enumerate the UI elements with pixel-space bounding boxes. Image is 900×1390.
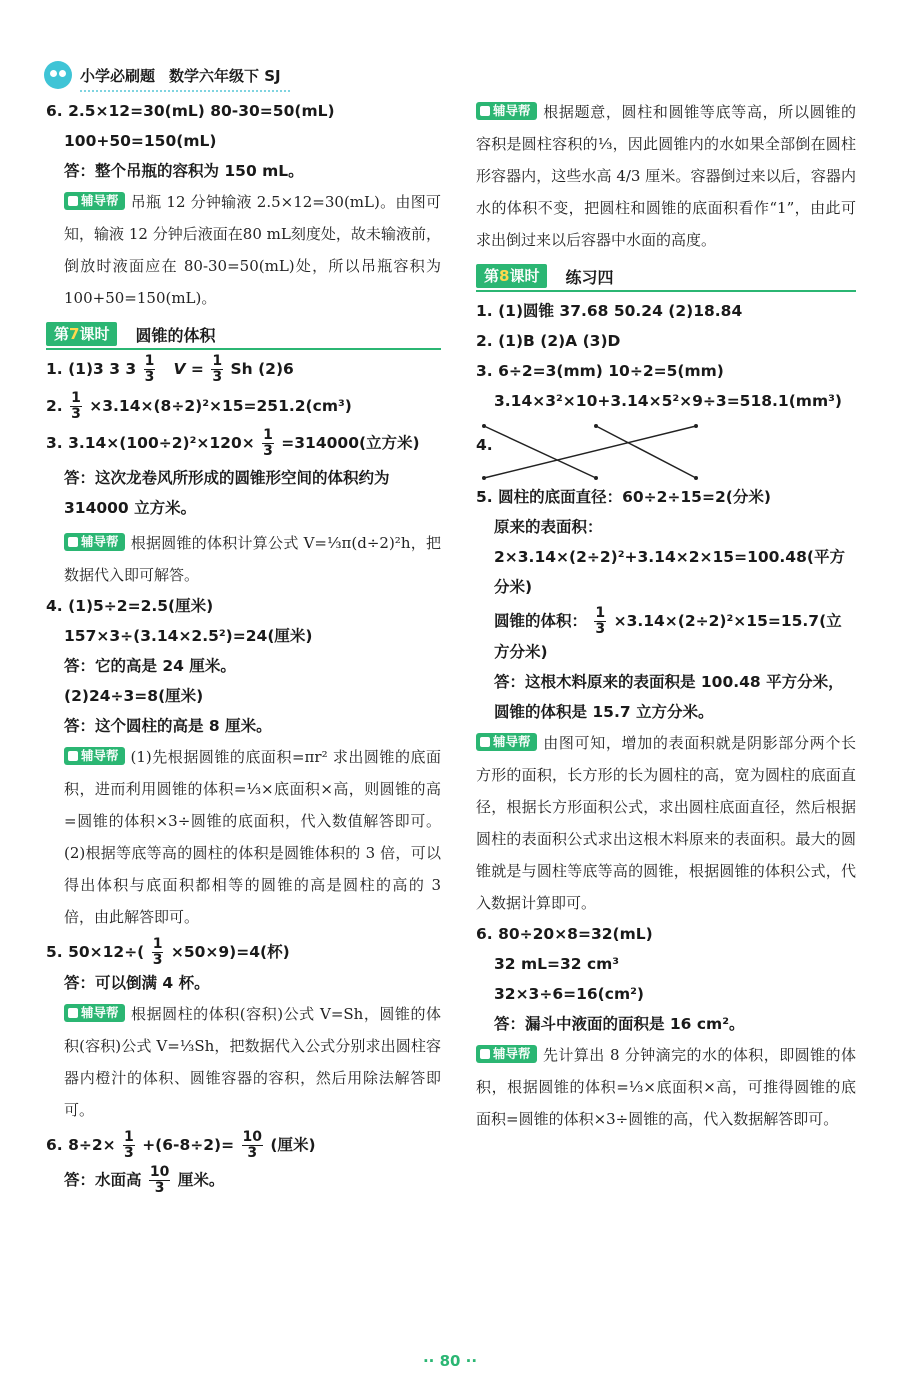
top-note: 辅导帮 根据题意，圆柱和圆锥等底等高，所以圆锥的容积是圆柱容积的⅓，因此圆锥内的水如果全部倒在圆柱形容器内，这些水高 4/3 厘米。容器倒过来以后，容器内水的体积不变，把圆柱和圆锥的底面积看作“1”，由此可求出倒过来以后容器中水面的高度。	[476, 103, 856, 249]
r5-line3: 2×3.14×(2÷2)²+3.14×2×15=100.48(平方分米)	[494, 548, 845, 596]
q4-answer1: 答：它的高是 24 厘米。	[64, 657, 236, 675]
book-title: 数学六年级下 SJ	[169, 66, 281, 85]
tutor-tag: 辅导帮	[64, 533, 125, 551]
r1-line: 1. (1)圆锥 37.68 50.24 (2)18.84	[476, 302, 743, 320]
r5-answer1: 答：这根木料原来的表面积是 100.48 平方分米，	[494, 673, 844, 691]
header-divider	[80, 90, 290, 92]
q4-line2: 157×3÷(3.14×2.5²)=24(厘米)	[64, 627, 313, 645]
section-8-heading	[476, 262, 856, 292]
r5-line1: 5. 圆柱的底面直径：60÷2÷15=2(分米)	[476, 488, 771, 506]
section-7-heading	[46, 320, 441, 350]
r5-line4: 圆锥的体积： $\frac{1}{3}$ ×3.14×(2÷2)²×15=15.7(立方分米)	[494, 605, 842, 661]
tutor-tag: 辅导帮	[476, 102, 537, 120]
tutor-icon	[68, 537, 78, 547]
fraction: $\frac{1}{3}$	[152, 936, 163, 968]
r6-note: 辅导帮 先计算出 8 分钟滴完的水的体积，即圆锥的体积，根据圆锥的体积=⅓×底面积×高，可推得圆锥的底面积=圆锥的体积×3÷圆锥的高，代入数据解答即可。	[476, 1046, 856, 1128]
q5-answer: 答：可以倒满 4 杯。	[64, 974, 210, 992]
r4-label: 4.	[476, 436, 493, 454]
section-title: 练习四	[565, 267, 614, 287]
fraction: $\frac{1}{3}$	[71, 390, 81, 422]
fraction: $\frac{1}{3}$	[263, 427, 273, 459]
fraction: $\frac{1}{3}$	[144, 353, 155, 385]
tutor-tag: 辅导帮	[64, 747, 125, 765]
r6-line1: 6. 80÷20×8=32(mL)	[476, 925, 653, 943]
tutor-tag: 辅导帮	[64, 192, 125, 210]
q3-answer: 答：这次龙卷风所形成的圆锥形空间的体积约为 314000 立方米。	[64, 469, 390, 517]
r4-matching	[476, 416, 856, 482]
q4-line3: (2)24÷3=8(厘米)	[64, 687, 204, 705]
r3-line1: 3. 6÷2=3(mm) 10÷2=5(mm)	[476, 362, 724, 380]
r5-note: 辅导帮 由图可知，增加的表面积就是阴影部分两个长方形的面积，长方形的长为圆柱的高，宽为圆柱的底面直径，根据长方形面积公式，求出圆柱底面直径，然后根据圆柱的表面积公式求出这根木料原来的表面积。最大的圆锥就是与圆柱等底等高的圆锥，根据圆锥的体积公式，代入数据计算即可。	[476, 734, 856, 912]
q6-line1: 6. 2.5×12=30(mL) 80-30=50(mL)	[46, 102, 335, 120]
tutor-icon	[480, 1049, 490, 1059]
matching-lines-diagram	[476, 416, 776, 482]
page-header	[44, 58, 281, 92]
fraction: $\frac{10}{3}$	[242, 1129, 262, 1161]
q6-answer: 答：整个吊瓶的容积为 150 mL。	[64, 162, 304, 180]
r5-answer2: 圆锥的体积是 15.7 立方分米。	[494, 703, 714, 721]
q4-answer2: 答：这个圆柱的高是 8 厘米。	[64, 717, 272, 735]
r5-line2: 原来的表面积：	[494, 518, 603, 536]
left-column	[46, 96, 441, 1196]
tutor-tag: 辅导帮	[64, 1004, 125, 1022]
q2-line: 2. $\frac{1}{3}$ ×3.14×(8÷2)²×15=251.2(cm³)	[46, 390, 352, 422]
q6-note: 辅导帮 吊瓶 12 分钟输液 2.5×12=30(mL)。由图可知，输液 12 分钟后液面在80 mL刻度处，故未输液前，倒放时液面应在 80-30=50(mL)处，所以吊瓶容积为 100+50=150(mL)。	[64, 193, 441, 307]
tutor-icon	[480, 737, 490, 747]
q1-line: 1. (1)3 3 3 $\frac{1}{3}$ V = $\frac{1}{3}$ Sh (2)6	[46, 353, 294, 385]
q3-note: 辅导帮 根据圆锥的体积计算公式 V=⅓π(d÷2)²h，把数据代入即可解答。	[64, 534, 441, 584]
q4-line1: 4. (1)5÷2=2.5(厘米)	[46, 597, 214, 615]
section-title: 圆锥的体积	[135, 325, 216, 345]
r2-line: 2. (1)B (2)A (3)D	[476, 332, 621, 350]
brand-name: 小学必刷题	[80, 66, 156, 85]
mascot-logo-icon	[44, 61, 72, 89]
tutor-tag: 辅导帮	[476, 1045, 537, 1063]
q6b-line: 6. 8÷2× $\frac{1}{3}$ +(6-8÷2)= $\frac{10}{3}$ (厘米)	[46, 1129, 316, 1161]
q6-line2: 100+50=150(mL)	[64, 132, 217, 150]
tutor-icon	[68, 751, 78, 761]
tutor-icon	[68, 196, 78, 206]
tutor-icon	[68, 1008, 78, 1018]
r6-line3: 32×3÷6=16(cm²)	[494, 985, 644, 1003]
fraction: $\frac{1}{3}$	[124, 1129, 134, 1161]
fraction: $\frac{10}{3}$	[149, 1164, 170, 1196]
section-badge: 第7课时	[46, 322, 117, 346]
r6-answer: 答：漏斗中液面的面积是 16 cm²。	[494, 1015, 745, 1033]
tutor-icon	[480, 106, 490, 116]
q4-note: 辅导帮 (1)先根据圆锥的底面积=πr² 求出圆锥的底面积，进而利用圆锥的体积=⅓×底面积×高，则圆锥的高=圆锥的体积×3÷圆锥的底面积，代入数值解答即可。(2)根据等底等高的圆柱的体积是圆锥体积的 3 倍，可以得出体积与底面积都相等的圆锥的高是圆柱的高的 3 倍，由此解答即可。	[64, 748, 441, 926]
r3-line2: 3.14×3²×10+3.14×5²×9÷3=518.1(mm³)	[494, 392, 842, 410]
tutor-tag: 辅导帮	[476, 733, 537, 751]
fraction: $\frac{1}{3}$	[595, 605, 606, 637]
section-badge: 第8课时	[476, 264, 547, 288]
q5-note: 辅导帮 根据圆柱的体积(容积)公式 V=Sh，圆锥的体积(容积)公式 V=⅓Sh，把数据代入公式分别求出圆柱容器内橙汁的体积、圆锥容器的容积，然后用除法解答即可。	[64, 1005, 441, 1119]
q5-line: 5. 50×12÷( $\frac{1}{3}$ ×50×9)=4(杯)	[46, 936, 290, 968]
q6b-answer: 答：水面高 $\frac{10}{3}$ 厘米。	[64, 1164, 225, 1196]
right-column	[476, 96, 856, 1135]
fraction: $\frac{1}{3}$	[212, 353, 223, 385]
q3-line: 3. 3.14×(100÷2)²×120× $\frac{1}{3}$ =314000(立方米)	[46, 427, 420, 459]
page-number: ·· 80 ··	[422, 1352, 478, 1370]
r6-line2: 32 mL=32 cm³	[494, 955, 620, 973]
